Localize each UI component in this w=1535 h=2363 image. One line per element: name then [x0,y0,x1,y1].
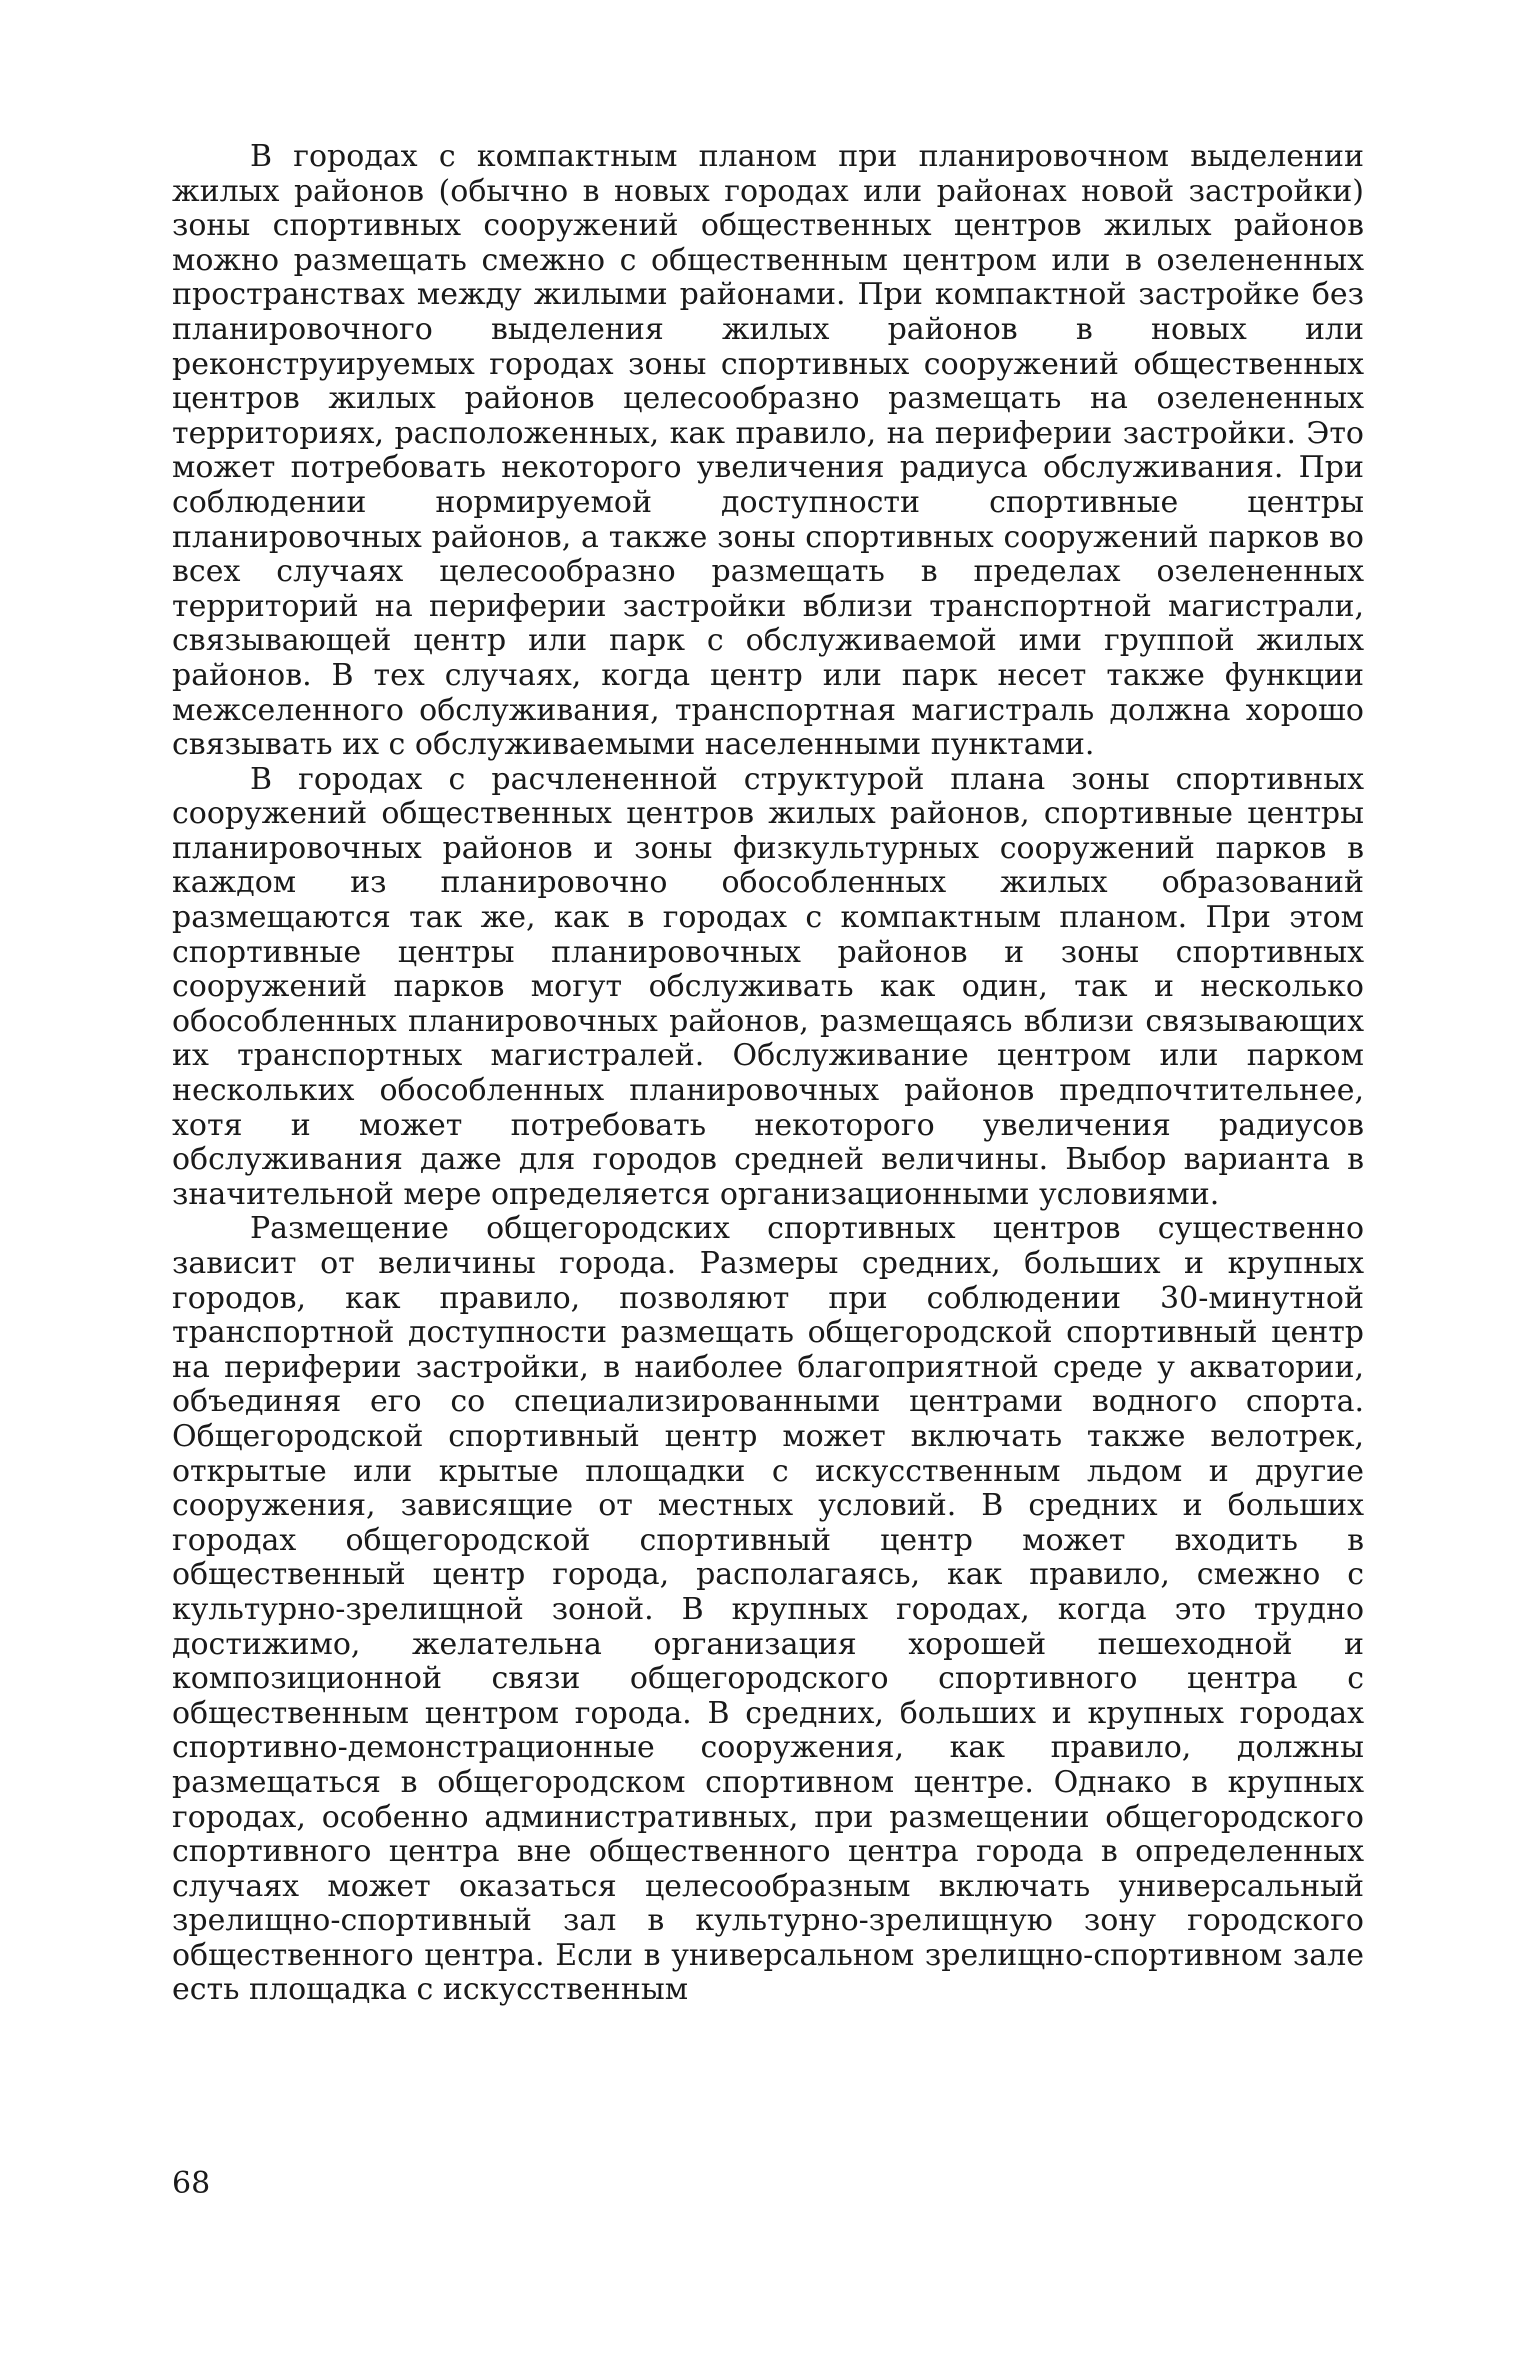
page-body [172,140,1364,2008]
page-number: 68 [172,2166,211,2201]
paragraph-2: В городах с расчлененной структурой плана зоны спортивных сооружений общественных центров жилых районов, спортивные центры планировочных районов и зоны физкультурных сооружений парков в каждом из планировочно обособленных жилых образований размещаются так же, как в городах с компактным планом. При этом спортивные центры планировочных районов и зоны спортивных сооружений парков могут обслуживать как один, так и несколько обособленных планировочных районов, размещаясь вблизи связывающих их транспортных магистралей. Обслуживание центром или парком нескольких обособленных планировочных районов предпочтительнее, хотя и может потребовать некоторого увеличения радиусов обслуживания даже для городов средней величины. Выбор варианта в значительной мере определяется организационными условиями. [172,761,1364,1212]
paragraph-1: В городах с компактным планом при планировочном выделении жилых районов (обычно в новых городах или районах новой застройки) зоны спортивных сооружений общественных центров жилых районов можно размещать смежно с общественным центром или в озелененных пространствах между жилыми районами. При компактной застройке без планировочного выделения жилых районов в новых или реконструируемых городах зоны спортивных сооружений общественных центров жилых районов целесообразно размещать на озелененных территориях, расположенных, как правило, на периферии застройки. Это может потребовать некоторого увеличения радиуса обслуживания. При соблюдении нормируемой доступности спортивные центры планировочных районов, а также зоны спортивных сооружений парков во всех случаях целесообразно размещать в пределах озелененных территорий на периферии застройки вблизи транспортной магистрали, связывающей центр или парк с обслуживаемой ими группой жилых районов. В тех случаях, когда центр или парк несет также функции межселенного обслуживания, транспортная магистраль должна хорошо связывать их с обслуживаемыми населенными пунктами. [172,139,1364,763]
paragraph-3: Размещение общегородских спортивных центров существенно зависит от величины города. Размеры средних, больших и крупных городов, как правило, позволяют при соблюдении 30-минутной транспортной доступности размещать общегородской спортивный центр на периферии застройки, в наиболее благоприятной среде у акватории, объединяя его со специализированными центрами водного спорта. Общегородской спортивный центр может включать также велотрек, открытые или крытые площадки с искусственным льдом и другие сооружения, зависящие от местных условий. В средних и больших городах общегородской спортивный центр может входить в общественный центр города, располагаясь, как правило, смежно с культурно-зрелищной зоной. В крупных городах, когда это трудно достижимо, желательна организация хорошей пешеходной и композиционной связи общегородского спортивного центра с общественным центром города. В средних, больших и крупных городах спортивно-демонстрационные сооружения, как правило, должны размещаться в общегородском спортивном центре. Однако в крупных городах, особенно административных, при размещении общегородского спортивного центра вне общественного центра города в определенных случаях может оказаться целесообразным включать универсальный зрелищно-спортивный зал в культурно-зрелищную зону городского общественного центра. Если в универсальном зрелищно-спортивном зале есть площадка с искусственным [172,1211,1364,2008]
